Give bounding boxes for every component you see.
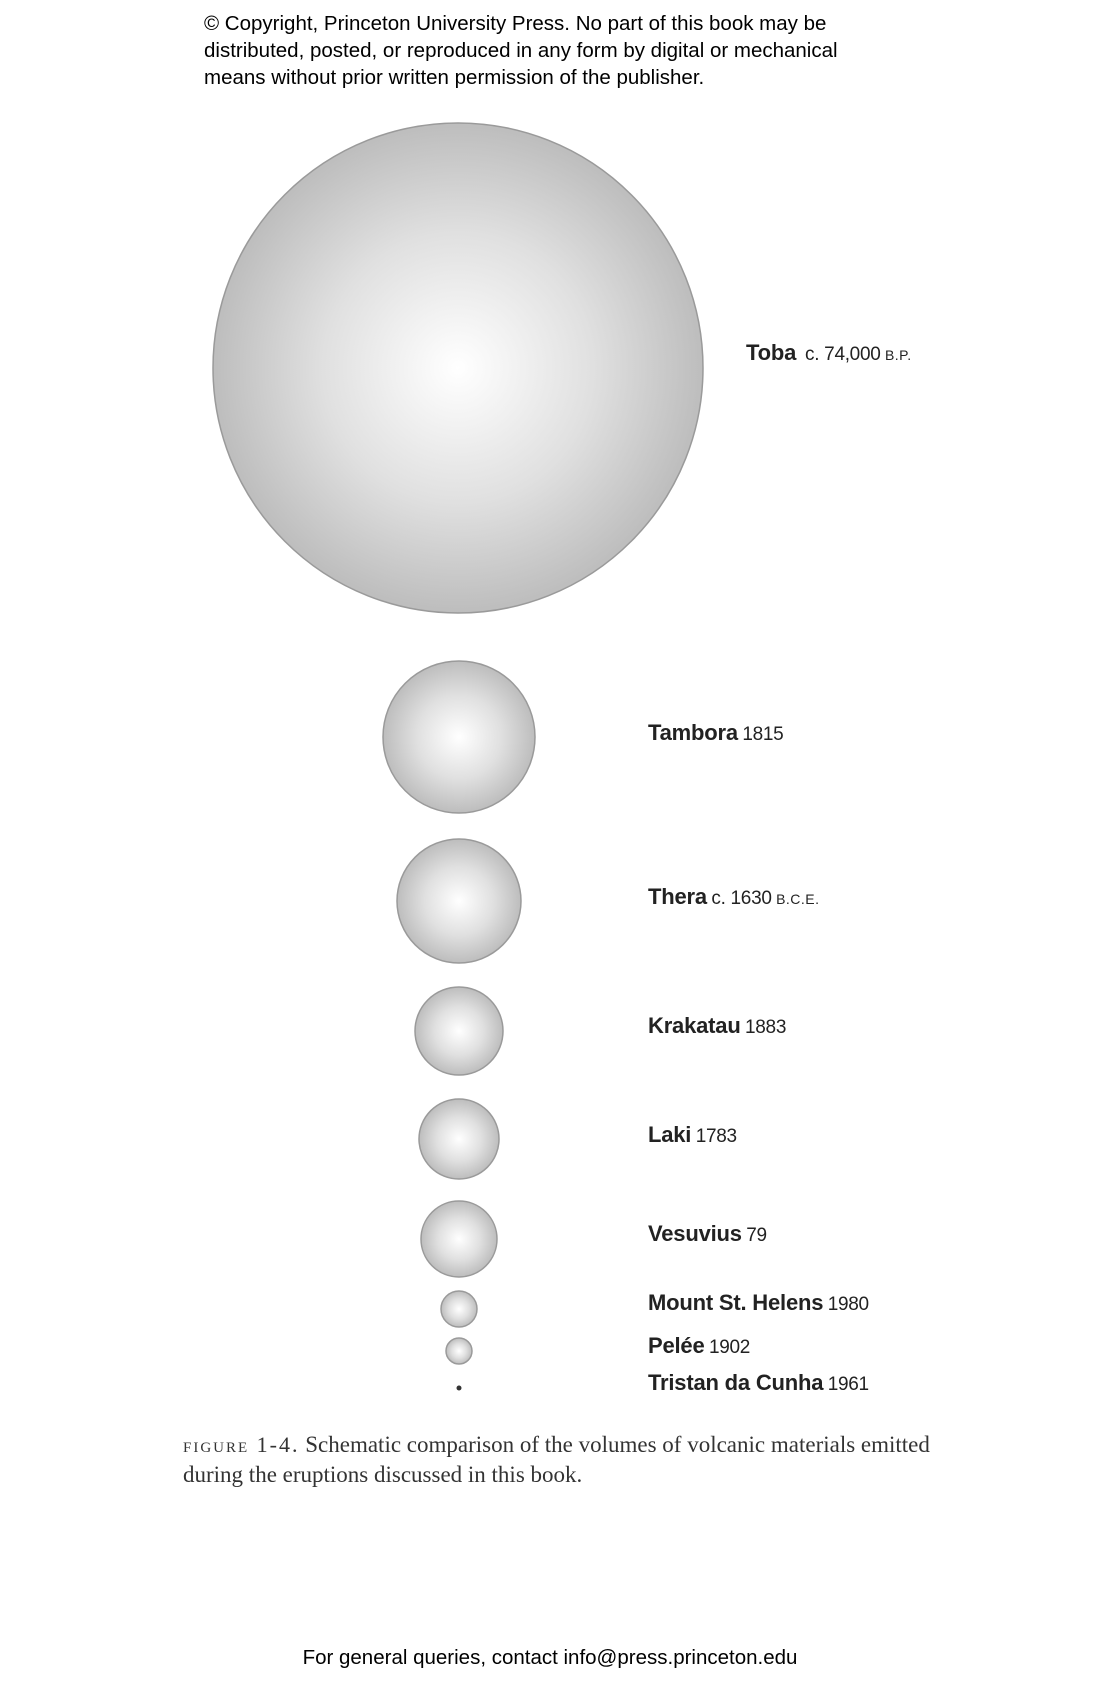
eruption-name: Tambora [648,720,738,745]
eruption-name: Tristan da Cunha [648,1370,824,1395]
sphere-mount-st-helens [441,1291,477,1327]
eruption-name: Laki [648,1122,692,1147]
eruption-era: B.P. [884,347,912,363]
sphere-krakatau [415,987,503,1075]
figure-caption [183,1430,963,1490]
eruption-name: Thera [648,884,707,909]
eruption-name: Mount St. Helens [648,1290,824,1315]
label-krakatau [648,1015,786,1037]
copyright-line-3: means without prior written permission of the publisher. [204,66,705,89]
eruption-era: B.C.E. [776,891,820,907]
label-laki [648,1124,737,1146]
sphere-thera [397,839,521,963]
eruption-name: Toba [746,340,797,365]
sphere-laki [419,1099,499,1179]
sphere-tambora [383,661,535,813]
sphere-toba [213,123,703,613]
label-thera [648,886,820,908]
eruption-date: 1902 [708,1337,751,1358]
eruption-name: Vesuvius [648,1221,742,1246]
sphere-tristan-da-cunha [457,1386,462,1391]
eruption-date: 1815 [742,724,784,745]
eruption-date: c. 1630 [711,888,772,909]
copyright-line-2: distributed, posted, or reproduced in any form by digital or mechanical [204,39,838,62]
label-vesuvius [648,1223,767,1245]
sphere-pelee [446,1338,472,1364]
label-mount-st-helens [648,1292,869,1314]
label-toba [746,342,912,364]
figure-label: figure 1-4. [183,1432,300,1457]
eruption-name: Pelée [648,1333,705,1358]
caption-text: Schematic comparison of the volumes of volcanic materials emitted during the eruptions discussed in this book. [183,1432,930,1487]
sphere-vesuvius [421,1201,497,1277]
eruption-date: 1883 [745,1017,787,1038]
label-tambora [648,722,783,744]
label-tristan-da-cunha [648,1372,869,1394]
eruption-date: 1783 [695,1126,737,1147]
eruption-date: 79 [746,1225,767,1246]
eruption-date: 1961 [827,1374,869,1395]
label-pelee [648,1335,750,1357]
eruption-date: c. 74,000 [805,344,881,365]
copyright-line-1: © Copyright, Princeton University Press. No part of this book may be [204,12,827,35]
contact-footer: For general queries, contact info@press.princeton.edu [302,1646,798,1669]
eruption-name: Krakatau [648,1013,741,1038]
eruption-date: 1980 [827,1294,869,1315]
